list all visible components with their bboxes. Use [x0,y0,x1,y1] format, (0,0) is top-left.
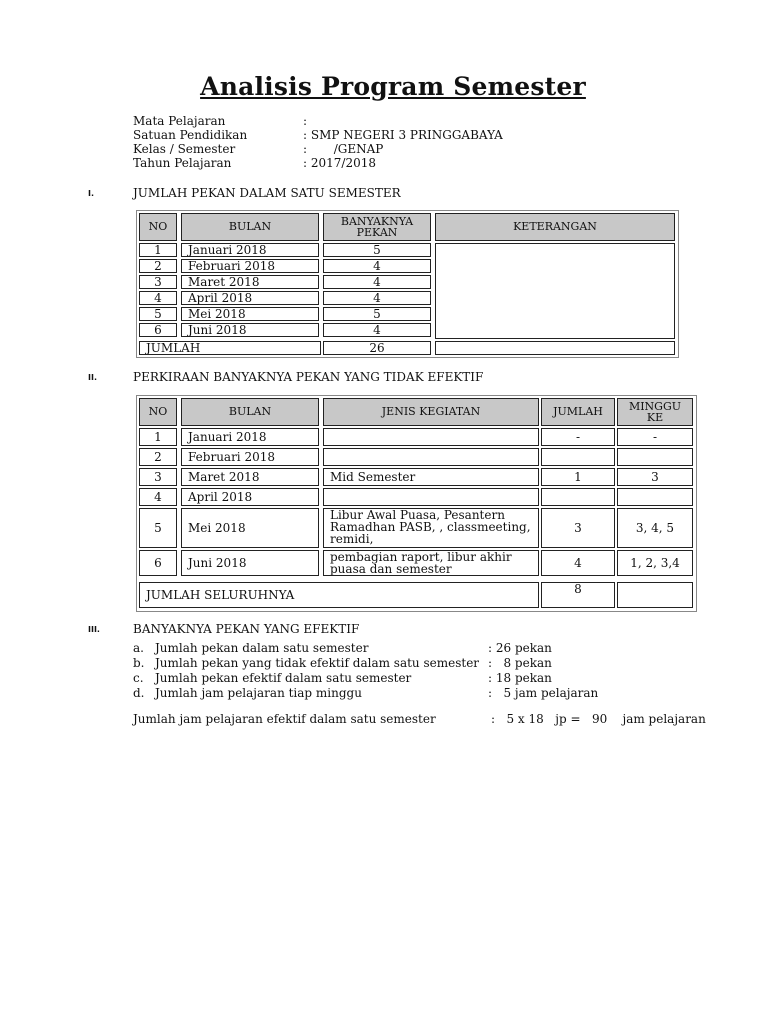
th2-jumlah: JUMLAH [541,398,615,426]
item-d-letter: d. [133,686,145,700]
row2-bulan: Maret 2018 [181,468,319,486]
row-no: 3 [139,275,177,289]
row-bulan: Maret 2018 [181,275,319,289]
row2-jumlah: 1 [541,468,615,486]
section-1-title: JUMLAH PEKAN DALAM SATU SEMESTER [133,186,401,200]
row-bulan: Juni 2018 [181,323,319,337]
th-no: NO [139,213,177,241]
item-a-value: : 26 pekan [488,641,552,655]
item-c-value: : 18 pekan [488,671,552,685]
info-value-school: : SMP NEGERI 3 PRINGGABAYA [303,128,503,142]
row2-bulan: Januari 2018 [181,428,319,446]
th2-jenis: JENIS KEGIATAN [323,398,539,426]
info-label-subject: Mata Pelajaran [133,114,226,128]
row2-bulan: Juni 2018 [181,550,319,576]
row2-no: 1 [139,428,177,446]
item-a-text: Jumlah pekan dalam satu semester [155,641,369,655]
th2-minggu: MINGGU KE [617,398,693,426]
section-2-number: II. [88,373,97,382]
row2-jumlah [541,488,615,506]
section-2-title: PERKIRAAN BANYAKNYA PEKAN YANG TIDAK EFEKTIF [133,370,484,384]
item-d-text: Jumlah jam pelajaran tiap minggu [155,686,362,700]
th2-no: NO [139,398,177,426]
total2-value: 8 [541,582,615,608]
section-1-heading [0,186,768,202]
row-pekan: 4 [323,259,431,273]
row-pekan: 4 [323,323,431,337]
item-c-text: Jumlah pekan efektif dalam satu semester [155,671,412,685]
row2-jenis [323,488,539,506]
row2-jenis: pembagian raport, libur akhir puasa dan semester [323,550,539,576]
item-c-letter: c. [133,671,144,685]
row2-minggu [617,448,693,466]
row2-minggu: 1, 2, 3,4 [617,550,693,576]
section-3-title: BANYAKNYA PEKAN YANG EFEKTIF [133,622,360,636]
total-label: JUMLAH [139,341,321,355]
row2-no: 5 [139,508,177,548]
section-3-number: III. [88,625,100,634]
row-no: 4 [139,291,177,305]
row2-minggu [617,488,693,506]
item-b-letter: b. [133,656,145,670]
row2-bulan: April 2018 [181,488,319,506]
page-title: Analisis Program Semester [200,72,586,101]
row2-jenis: Libur Awal Puasa, Pesantern Ramadhan PASB, , classmeeting, remidi, [323,508,539,548]
row2-no: 3 [139,468,177,486]
row2-no: 6 [139,550,177,576]
row-pekan: 5 [323,307,431,321]
row-bulan: Januari 2018 [181,243,319,257]
keterangan-cell [435,243,675,339]
row2-jenis [323,448,539,466]
row-no: 2 [139,259,177,273]
row2-no: 2 [139,448,177,466]
row2-jumlah: 3 [541,508,615,548]
table-ineffective [136,395,697,612]
row2-bulan: Mei 2018 [181,508,319,548]
summary-label: Jumlah jam pelajaran efektif dalam satu semester [133,712,436,726]
total-value: 26 [323,341,431,355]
row-no: 6 [139,323,177,337]
row2-minggu: 3 [617,468,693,486]
th-keterangan: KETERANGAN [435,213,675,241]
row-no: 1 [139,243,177,257]
row-no: 5 [139,307,177,321]
item-a-letter: a. [133,641,144,655]
info-value-subject: : [303,114,308,128]
th-pekan: BANYAKNYA PEKAN [323,213,431,241]
th2-bulan: BULAN [181,398,319,426]
row2-bulan: Februari 2018 [181,448,319,466]
row2-no: 4 [139,488,177,506]
row2-jumlah: 4 [541,550,615,576]
section-1-number: I. [88,189,95,198]
item-d-value: : 5 jam pelajaran [488,686,599,700]
row-bulan: April 2018 [181,291,319,305]
row2-jumlah: - [541,428,615,446]
row2-jenis [323,428,539,446]
th-bulan: BULAN [181,213,319,241]
info-label-class: Kelas / Semester [133,142,236,156]
row2-minggu: 3, 4, 5 [617,508,693,548]
total-keterangan [435,341,675,355]
section-3-heading [0,622,768,638]
summary-value: : 5 x 18 jp = 90 jam pelajaran [491,712,706,726]
row2-jumlah [541,448,615,466]
total2-label: JUMLAH SELURUHNYA [139,582,539,608]
row-pekan: 4 [323,291,431,305]
row-pekan: 5 [323,243,431,257]
info-label-year: Tahun Pelajaran [133,156,232,170]
row-bulan: Februari 2018 [181,259,319,273]
item-b-value: : 8 pekan [488,656,552,670]
row-pekan: 4 [323,275,431,289]
total2-minggu [617,582,693,608]
info-value-year: : 2017/2018 [303,156,376,170]
row2-jenis: Mid Semester [323,468,539,486]
info-label-school: Satuan Pendidikan [133,128,248,142]
row2-minggu: - [617,428,693,446]
info-value-class: : /GENAP [303,142,384,156]
section-2-heading [0,370,768,386]
item-b-text: Jumlah pekan yang tidak efektif dalam satu semester [155,656,480,670]
row-bulan: Mei 2018 [181,307,319,321]
table-weeks [136,210,679,358]
